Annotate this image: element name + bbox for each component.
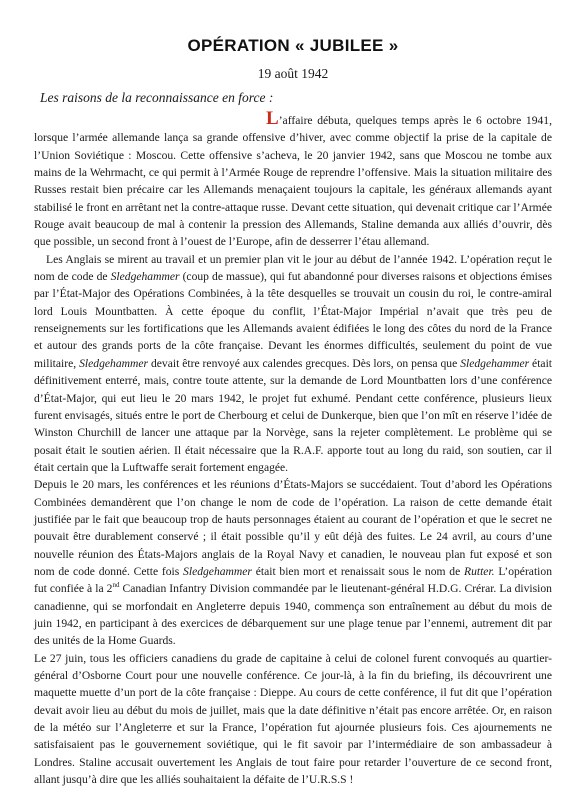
paragraph-3-italic-b: Sledgehammer bbox=[183, 564, 252, 578]
paragraph-1 bbox=[34, 108, 552, 251]
paragraph-3-text-a: Depuis le 20 mars, les conférences et les réunions d’États-Majors se succédaient. Tout d’abord les Opérations Combinées demandèrent que l’on change le nom de code de l’opération. La raison de cette demande était justifiée par le fait que beaucoup trop de hauts personnages étaient au courant de l’opération et que le secret ne pouvait être durablement conservé ; il était possible qu’il y eût déjà des fuites. Le 24 avril, au cours d’une nouvelle réunion des États-Majors anglais de la Royal Navy et canadien, le nouveau plan fut exposé et son nom de code donné. Cette fois bbox=[34, 478, 552, 578]
paragraph-1-text: ’affaire débuta, quelques temps après le 6 octobre 1941, lorsque l’armée allemande lança sa grande offensive d’hiver, avec comme objectif la prise de la capitale de l’Union Soviétique : Moscou. Cette offensive s’acheva, le 20 janvier 1942, sans que Moscou ne tombe aux mains de la Wehrmacht, ce qui permit à l’Armée Rouge de reprendre l’offensive. Mais la situation militaire des Russes restait bien précaire car les Allemands menaçaient toujours la capitale, les généraux allemands ayant stabilisé le front en arrêtant net la contre-attaque russe. Devant cette situation, qui devenait critique car l’Armée Rouge avait beaucoup de mal à contenir la pression des Allemands, Staline demanda aux alliés d’ouvrir, dès que possible, un second front à l’ouest de l’Europe, afin de desserrer l’étau allemand. bbox=[34, 114, 552, 249]
document-title: OPÉRATION « JUBILEE » bbox=[187, 36, 399, 55]
paragraph-2-text-e: devait être renvoyé aux calendes grecques. Dès lors, on pensa que bbox=[148, 356, 461, 370]
paragraph-3-text-c: était bien mort et renaissait sous le nom de bbox=[251, 564, 464, 578]
paragraph-2-italic-f: Sledgehammer bbox=[460, 356, 530, 370]
paragraph-2-italic-b: Sledgehammer bbox=[110, 270, 180, 284]
superscript-nd: nd bbox=[112, 581, 120, 590]
paragraph-3-italic-d: Rutter. bbox=[463, 564, 495, 578]
paragraph-3 bbox=[34, 476, 552, 649]
document-date: 19 août 1942 bbox=[257, 66, 329, 81]
paragraph-2-text-a: Les Anglais se mirent au travail et un premier plan vit le jour au début de l’année 1942. L’opération reçut le nom de code de bbox=[34, 252, 552, 284]
paragraph-4-text: Le 27 juin, tous les officiers canadiens du grade de capitaine à celui de colonel furent convoqués au quartier-général d’Osborne Court pour une nouvelle conférence. Ce jour-là, à la fin du briefing, ils découvrirent une maquette muette d’un port de la côte française : Dieppe. Au cours de cette conférence, il fut dit que l’opération devait avoir lieu au début du mois de juillet, mais que la date définitive n’était pas encore arrêtée. Or, en raison de la météo sur l’Angleterre et sur la France, l’opération fut ajournée plusieurs fois. Ces ajournements ne satisfaisaient pas le gouvernement soviétique, qui le fit savoir par l’intermédiaire de son ambassadeur à Londres. Staline accusait ouvertement les Anglais de tout faire pour retarder l’ouverture de ce second front, allant jusqu’à dire que les alliés souhaitaient la défaite de l’U.R.S.S ! bbox=[34, 651, 552, 787]
paragraph-3-text-e: L’opération fut confiée à la 2 bbox=[34, 564, 552, 596]
drop-cap: L bbox=[266, 108, 279, 129]
paragraph-3-text-f: Canadian Infantry Division commandée par le lieutenant-général H.D.G. Crérar. La division canadienne, qui se morfondait en Angleterre depuis 1940, commença son entraînement au début du mois de juin 1942, en participant à des exercices de débarquement sur une plage tenue par l’ennemi, autrement dit par des unités de la Home Guards. bbox=[34, 582, 552, 648]
paragraph-2-italic-d: Sledgehammer bbox=[79, 356, 149, 370]
section-subtitle: Les raisons de la reconnaissance en force : bbox=[40, 90, 274, 105]
document-body bbox=[34, 108, 553, 788]
paragraph-2 bbox=[34, 251, 552, 476]
paragraph-2-text-c: (coup de massue), qui fut abandonné pour diverses raisons et objections émises par l’État-Major des Opérations Combinées, à la tête desquelles se trouvait un cousin du roi, le contre-amiral lord Louis Mountbatten. À cette époque du conflit, l’État-Major Impérial n’avait que très peu de renseignements sur les fortifications que les Allemands avaient édifiées le long des côtes du nord de la France et autour des grands ports de la côte française. Devant les énormes difficultés, seulement du point de vue militaire, bbox=[34, 270, 552, 370]
paragraph-2-text-g: était définitivement enterré, mais, contre toute attente, sur la demande de Lord Mountbatten lors d’une conférence d’État-Major, qui eut lieu le 20 mars 1942, le projet fut exhumé. Pendant cette conférence, plusieurs lieux furent envisagés, situés entre le port de Cherbourg et celui de Dunkerque, bien que l’on mît en réserve l’idée de Winston Churchill de lancer une attaque par la Norvège, sans la rejeter complètement. Le problème qui se posait était le soutien aérien. Il était nécessaire que la R.A.F. apporte tout au long du raid, son soutien, car il était certain que la Luftwaffe serait fortement engagée. bbox=[34, 356, 553, 474]
paragraph-4 bbox=[34, 650, 552, 789]
